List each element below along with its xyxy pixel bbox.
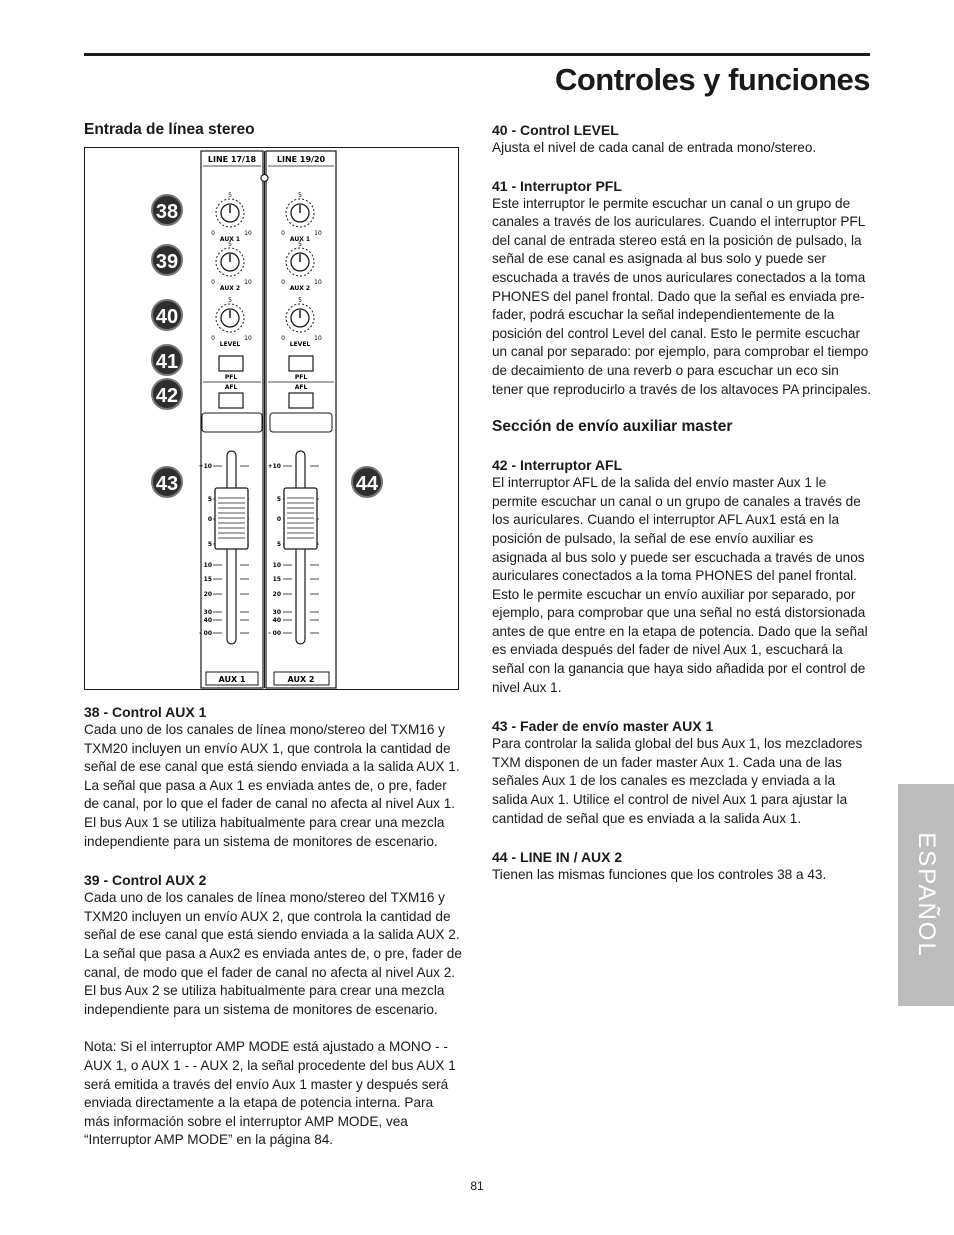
svg-text:AUX 2: AUX 2 bbox=[219, 285, 241, 292]
section-title-aux-master: Sección de envío auxiliar master bbox=[492, 418, 733, 436]
item-42 bbox=[492, 456, 872, 697]
item-39 bbox=[84, 871, 462, 1019]
callout-44: 44 bbox=[351, 466, 383, 498]
scribble-strip-ch2 bbox=[270, 413, 332, 432]
svg-text:10: 10 bbox=[244, 335, 252, 342]
item-title: 44 - LINE IN / AUX 2 bbox=[492, 849, 623, 866]
item-title: 40 - Control LEVEL bbox=[492, 122, 619, 138]
svg-text:AUX 1: AUX 1 bbox=[289, 236, 311, 243]
bottom-label-aux1: AUX 1 bbox=[218, 675, 246, 684]
scribble-strip-ch1 bbox=[202, 413, 262, 432]
section-title-line-input: Entrada de línea stereo bbox=[84, 121, 255, 138]
svg-text:PFL: PFL bbox=[224, 374, 238, 381]
svg-text:5: 5 bbox=[228, 241, 232, 248]
afl-button-ch1 bbox=[219, 393, 243, 408]
svg-text:10: 10 bbox=[244, 230, 252, 237]
item-title: 38 - Control AUX 1 bbox=[84, 704, 207, 720]
item-body: Ajusta el nivel de cada canal de entrada mono/stereo. bbox=[492, 140, 817, 155]
svg-text:40: 40 bbox=[203, 617, 212, 624]
svg-text:AFL: AFL bbox=[224, 384, 238, 391]
pfl-button-ch1 bbox=[219, 356, 243, 371]
bottom-label-aux2: AUX 2 bbox=[287, 675, 315, 684]
svg-text:10: 10 bbox=[244, 279, 252, 286]
item-title: 39 - Control AUX 2 bbox=[84, 872, 207, 889]
item-body: Tienen las mismas funciones que los controles 38 a 43. bbox=[492, 867, 827, 883]
callout-41: 41 bbox=[151, 344, 183, 376]
svg-text:5: 5 bbox=[298, 192, 302, 199]
svg-text:0: 0 bbox=[211, 279, 215, 286]
item-body: Este interruptor le permite escuchar un canal o un grupo de canales a través de los auriculares. Cuando el interruptor PFL del canal de entrada stereo está en la posición de pulsado, la señal de ese canal es asignada al bus solo y puede ser escuchada a través de unos auriculares conectados a la toma PHONES del panel frontal. Dado que la señal es enviada pre-fader, podrá escuchar la señal independientemente de la posición del control Level del canal. Esto le permite escuchar un canal por separado: por ejemplo, para comprobar el tiempo de decaimiento de una reverb o para escuchar un eco sin tener que reproducirlo a través de los altavoces PA principales. bbox=[492, 195, 872, 397]
language-tab-label: ESPAÑOL bbox=[913, 832, 940, 958]
svg-text:5: 5 bbox=[298, 297, 302, 304]
item-title: 43 - Fader de envío master AUX 1 bbox=[492, 718, 714, 735]
svg-text:PFL: PFL bbox=[294, 374, 308, 381]
fader-cap-ch1 bbox=[215, 488, 248, 549]
page-title: Controles y funciones bbox=[554, 62, 870, 97]
svg-text:5: 5 bbox=[228, 297, 232, 304]
item-41 bbox=[492, 177, 872, 400]
item-body: Cada uno de los canales de línea mono/stereo del TXM16 y TXM20 incluyen un envío AUX 1, que controla la cantidad de señal de ese canal que está siendo enviada a la salida AUX 1. La señal que pasa a Aux 1 es enviada antes de, o pre, fader de canal, por lo que el fader de canal no afecta al nivel Aux 1. El bus Aux 1 se utiliza habitualmente para crear una mezcla independiente para un sistema de monitores de escenario. bbox=[84, 722, 460, 849]
svg-text:LEVEL: LEVEL bbox=[219, 341, 241, 348]
svg-text:15: 15 bbox=[203, 576, 212, 583]
afl-button-ch2 bbox=[289, 393, 313, 408]
svg-text:LEVEL: LEVEL bbox=[289, 341, 311, 348]
svg-text:0: 0 bbox=[207, 516, 212, 523]
right-column bbox=[492, 121, 872, 885]
svg-text:10: 10 bbox=[314, 230, 322, 237]
svg-text:+10: +10 bbox=[198, 463, 212, 470]
channel-label-line-19-20: LINE 19/20 bbox=[276, 155, 326, 164]
item-title: 42 - Interruptor AFL bbox=[492, 457, 623, 474]
callout-43: 43 bbox=[151, 466, 183, 498]
divider-screw bbox=[261, 175, 268, 182]
svg-text:5: 5 bbox=[207, 541, 212, 548]
svg-text:AUX 2: AUX 2 bbox=[289, 285, 311, 292]
svg-text:0: 0 bbox=[276, 516, 281, 523]
svg-text:- 00: - 00 bbox=[268, 630, 281, 637]
svg-text:10: 10 bbox=[314, 279, 322, 286]
header-rule bbox=[84, 53, 870, 56]
svg-text:5: 5 bbox=[228, 192, 232, 199]
callout-40: 40 bbox=[151, 299, 183, 331]
svg-text:AFL: AFL bbox=[294, 384, 308, 391]
svg-text:30: 30 bbox=[272, 609, 281, 616]
channel-label-line-17-18: LINE 17/18 bbox=[207, 155, 257, 164]
item-43 bbox=[492, 717, 872, 828]
item-body: El interruptor AFL de la salida del envío master Aux 1 le permite escuchar un canal o un grupo de canales a través de los auriculares. Cuando el interruptor AFL Aux1 está en la posición de pulsado, la señal de ese envío auxiliar es asignada al bus solo y puede ser escuchada a través de unos auriculares conectados a la toma PHONES del panel frontal. Esto le permite escuchar un envío auxiliar por separado, por ejemplo, para comprobar que una señal no está distorsionada antes de que entre en la etapa de potencia. Dado que la señal es enviada después del fader de nivel Aux 1, escuchará la señal con la ganancia que haya sido añadida por el control de nivel Aux 1. bbox=[492, 475, 868, 695]
left-column bbox=[84, 121, 462, 1150]
svg-text:15: 15 bbox=[272, 576, 281, 583]
svg-text:- 00: - 00 bbox=[199, 630, 212, 637]
item-44 bbox=[492, 848, 872, 885]
item-38 bbox=[84, 703, 462, 851]
svg-text:0: 0 bbox=[281, 279, 285, 286]
svg-text:5: 5 bbox=[207, 496, 212, 503]
svg-text:5: 5 bbox=[276, 541, 281, 548]
fader-cap-ch2 bbox=[284, 488, 317, 549]
svg-text:0: 0 bbox=[281, 230, 285, 237]
callout-42: 42 bbox=[151, 378, 183, 410]
item-body: Para controlar la salida global del bus Aux 1, los mezcladores TXM disponen de un fader master Aux 1. Cada una de las señales Aux 1 de los canales es mezclada y enviada a la salida Aux 1. Utilice el control de nivel Aux 1 para ajustar la cantidad de señal que es enviada a la salida Aux 1. bbox=[492, 736, 863, 826]
svg-text:0: 0 bbox=[281, 335, 285, 342]
mixer-panel-figure bbox=[84, 147, 459, 690]
svg-text:0: 0 bbox=[211, 230, 215, 237]
item-body: Cada uno de los canales de línea mono/stereo del TXM16 y TXM20 incluyen un envío AUX 2, que controla la cantidad de señal de ese canal que está siendo enviada a la salida AUX 2. La señal que pasa a Aux2 es enviada antes de, o pre, fader de canal, de modo que el fader de canal no afecta al nivel Aux 2. El bus Aux 2 se utiliza habitualmente para crear una mezcla independiente para un sistema de monitores de escenario. bbox=[84, 890, 462, 1017]
svg-text:10: 10 bbox=[314, 335, 322, 342]
callout-38: 38 bbox=[151, 194, 183, 226]
svg-text:5: 5 bbox=[298, 241, 302, 248]
item-40 bbox=[492, 121, 872, 158]
svg-text:20: 20 bbox=[272, 591, 281, 598]
svg-text:5: 5 bbox=[276, 496, 281, 503]
pfl-button-ch2 bbox=[289, 356, 313, 371]
svg-text:AUX 1: AUX 1 bbox=[219, 236, 241, 243]
svg-text:10: 10 bbox=[203, 562, 212, 569]
language-tab bbox=[898, 784, 954, 1006]
svg-text:10: 10 bbox=[272, 562, 281, 569]
svg-text:40: 40 bbox=[272, 617, 281, 624]
svg-text:30: 30 bbox=[203, 609, 212, 616]
svg-text:0: 0 bbox=[211, 335, 215, 342]
mixer-panel-drawing bbox=[85, 148, 460, 691]
svg-text:+10: +10 bbox=[267, 463, 281, 470]
item-title: 41 - Interruptor PFL bbox=[492, 177, 622, 194]
page-number: 81 bbox=[470, 1179, 484, 1193]
svg-text:20: 20 bbox=[203, 591, 212, 598]
callout-39: 39 bbox=[151, 244, 183, 276]
amp-mode-note: Nota: Si el interruptor AMP MODE está ajustado a MONO - - AUX 1, o AUX 1 - - AUX 2, la señal procedente del bus AUX 1 será emitida a través del envío Aux 1 master y después será enviada directamente a la etapa de potencia interna. Para más información sobre el interruptor AMP MODE, vea “Interruptor AMP MODE” en la página 84. bbox=[84, 1039, 456, 1148]
